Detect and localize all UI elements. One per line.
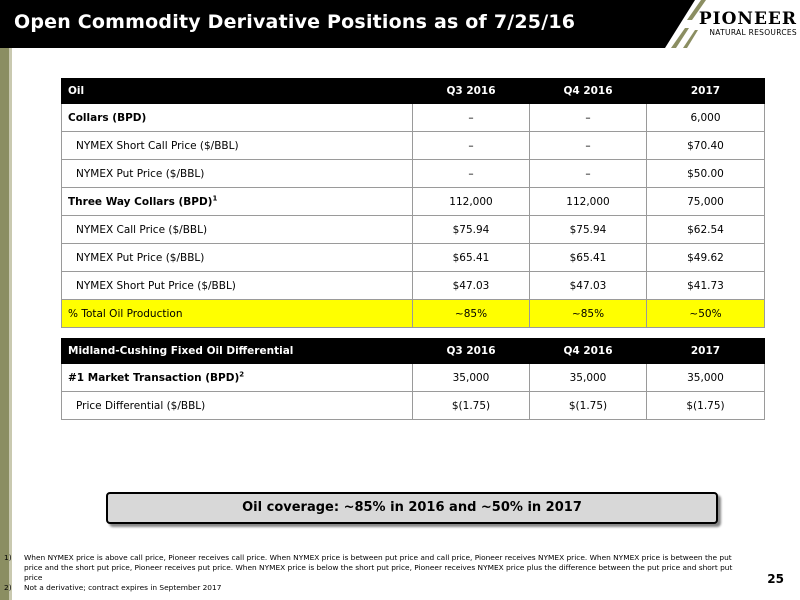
footnote [4,583,744,593]
logo-text [699,10,797,38]
table-cell: $50.00 [647,160,765,188]
column-header: 2017 [647,79,765,104]
table-cell: $47.03 [530,272,647,300]
row-label-text: NYMEX Put Price ($/BBL) [76,251,205,264]
row-label [62,104,413,132]
footnote-text: Not a derivative; contract expires in September 2017 [24,583,222,592]
row-label [62,364,413,392]
row-label-text: % Total Oil Production [68,307,183,320]
table-cell: $(1.75) [413,392,530,420]
table-row [62,392,765,420]
table-cell: 112,000 [413,188,530,216]
row-label [62,132,413,160]
row-label-text: NYMEX Put Price ($/BBL) [76,167,205,180]
table-cell: $49.62 [647,244,765,272]
logo-name: PIONEER [698,9,797,29]
page-number: 25 [767,572,784,586]
footnote-number: 1) [4,553,12,562]
table-cell: ~85% [413,300,530,328]
footnote-text: When NYMEX price is above call price, Pioneer receives call price. When NYMEX price is between put price and call price, Pioneer receives NYMEX price. When NYMEX price is between the put price and the short put price, Pioneer receives put price. When NYMEX price is below the short put price, Pioneer receives NYMEX price plus the difference between the put price and short put price [24,553,733,582]
row-label [62,272,413,300]
table-cell: $(1.75) [647,392,765,420]
table-row [62,272,765,300]
footnote-number: 2) [4,583,12,592]
row-label-text: Collars (BPD) [68,111,147,124]
table-cell: 35,000 [647,364,765,392]
slide-title: Open Commodity Derivative Positions as of 7/25/16 [14,11,576,33]
row-label [62,244,413,272]
row-label [62,188,413,216]
table-row [62,300,765,328]
table-cell: – [413,160,530,188]
table-row [62,160,765,188]
column-header: Q3 2016 [413,79,530,104]
table-header-row [62,339,765,364]
midland-cushing-table [61,338,765,420]
slide-header [0,0,800,48]
table-cell: $62.54 [647,216,765,244]
row-label-text: NYMEX Short Put Price ($/BBL) [76,279,236,292]
table-cell: – [530,132,647,160]
table-cell: ~85% [530,300,647,328]
table-cell: ~50% [647,300,765,328]
table-cell: – [530,104,647,132]
table-row [62,188,765,216]
row-label-text: NYMEX Call Price ($/BBL) [76,223,208,236]
row-label [62,216,413,244]
table-cell: 112,000 [530,188,647,216]
footnotes [4,553,744,593]
footnote-marker: 1 [212,194,218,202]
table-cell: $75.94 [530,216,647,244]
row-label [62,300,413,328]
table-cell: – [413,104,530,132]
column-header: Midland-Cushing Fixed Oil Differential [62,339,413,364]
table-cell: $41.73 [647,272,765,300]
table-cell: $75.94 [413,216,530,244]
logo-subtitle: NATURAL RESOURCES [709,28,797,37]
table-row [62,364,765,392]
table-row [62,132,765,160]
column-header: Oil [62,79,413,104]
table-cell: $47.03 [413,272,530,300]
column-header: Q4 2016 [530,79,647,104]
footnote-marker: 2 [239,370,245,378]
row-label-text: Price Differential ($/BBL) [76,399,206,412]
column-header: Q4 2016 [530,339,647,364]
row-label-text: Three Way Collars (BPD) [68,195,213,208]
table-cell: – [530,160,647,188]
table-cell: $70.40 [647,132,765,160]
side-accent-bar-light [9,48,12,600]
footnote [4,553,744,583]
table-cell: 75,000 [647,188,765,216]
table-row [62,104,765,132]
pioneer-logo [665,0,800,48]
column-header: 2017 [647,339,765,364]
table-cell: 6,000 [647,104,765,132]
row-label-text: NYMEX Short Call Price ($/BBL) [76,139,239,152]
oil-derivatives-table [61,78,765,328]
table-cell: – [413,132,530,160]
table-cell: $(1.75) [530,392,647,420]
table-cell: 35,000 [413,364,530,392]
table-cell: $65.41 [413,244,530,272]
table-row [62,216,765,244]
row-label [62,392,413,420]
column-header: Q3 2016 [413,339,530,364]
table-header-row [62,79,765,104]
row-label [62,160,413,188]
table-cell: $65.41 [530,244,647,272]
table-row [62,244,765,272]
oil-coverage-box: Oil coverage: ~85% in 2016 and ~50% in 2017 [106,492,718,524]
side-accent-bar [0,48,9,600]
table-cell: 35,000 [530,364,647,392]
row-label-text: #1 Market Transaction (BPD) [68,371,240,384]
